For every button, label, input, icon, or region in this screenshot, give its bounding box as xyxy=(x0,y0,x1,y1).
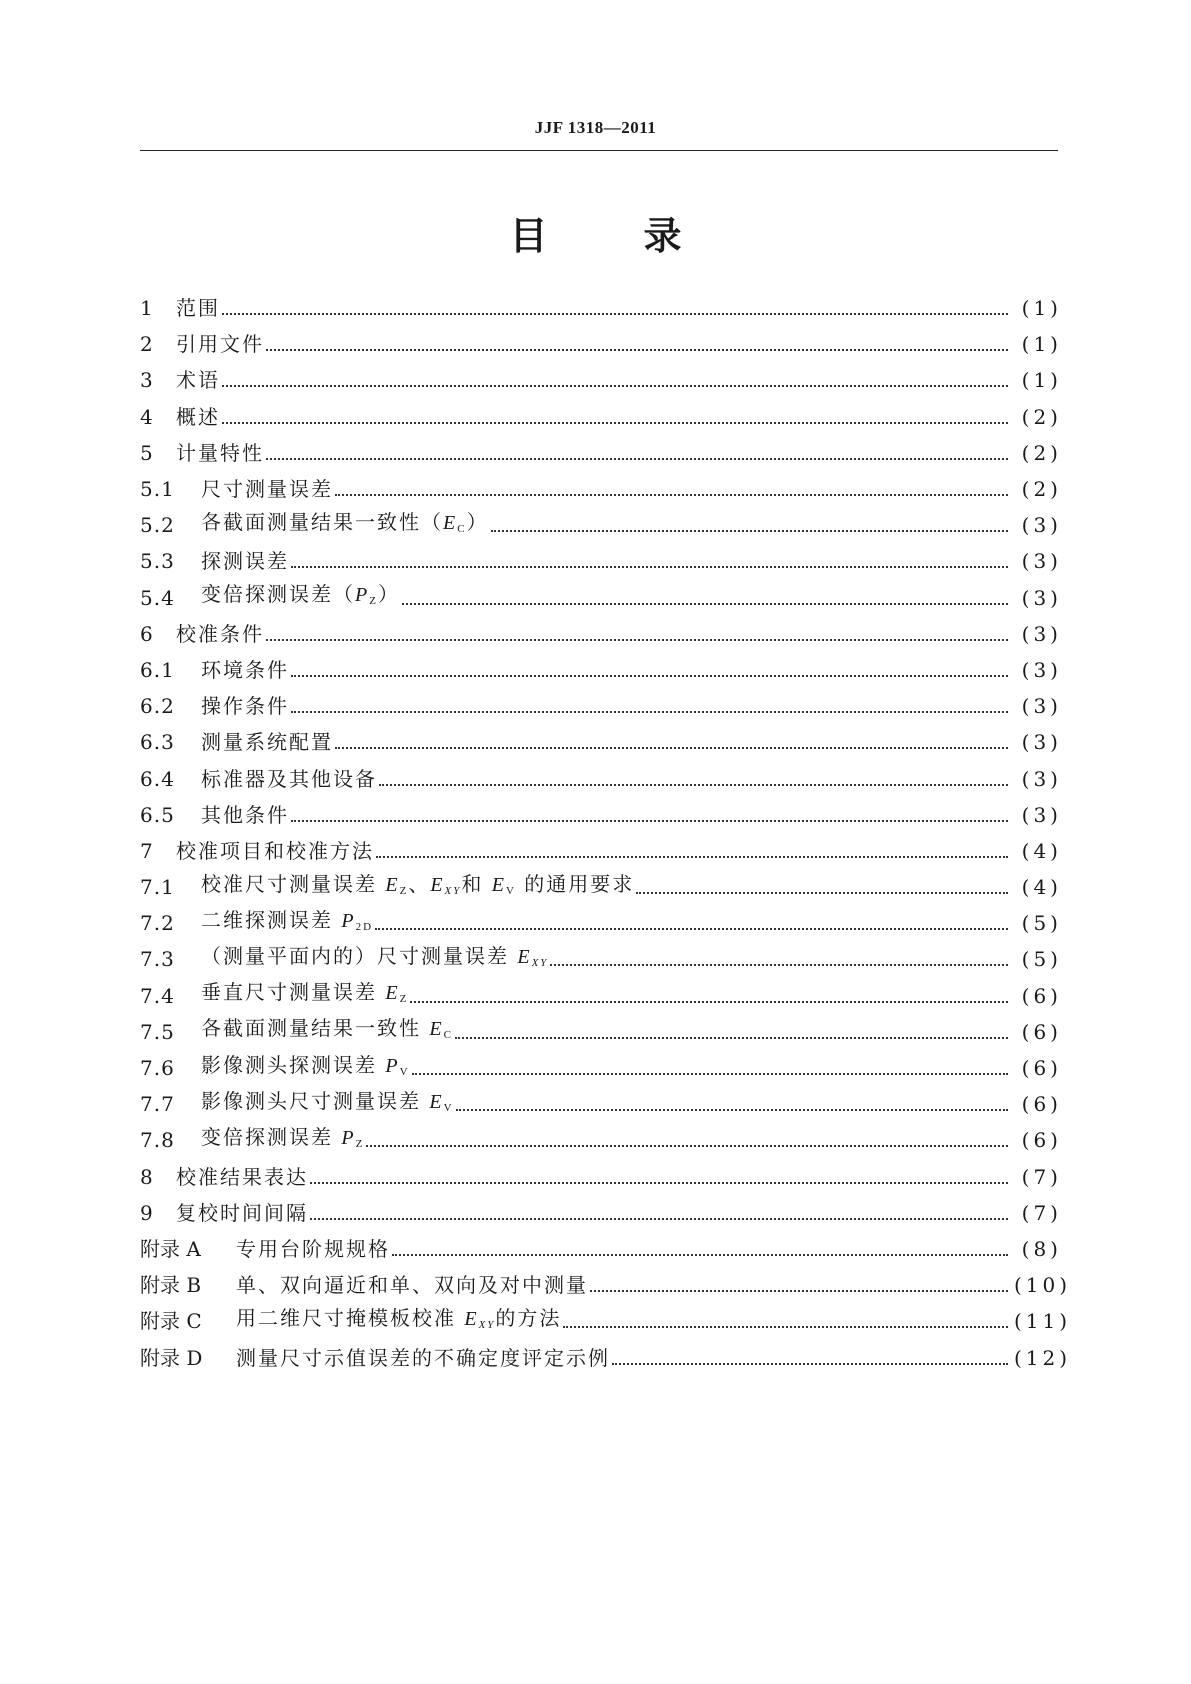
toc-leader-dots xyxy=(410,978,1008,1014)
toc-leader-dots xyxy=(636,869,1008,905)
toc-entry-title: 校准项目和校准方法 xyxy=(176,838,374,863)
toc-leader-dots xyxy=(612,1340,1008,1376)
toc-entry-title: 计量特性 xyxy=(176,440,264,465)
toc-entry-number: 2 xyxy=(140,332,154,357)
toc-leader-dots xyxy=(310,1159,1008,1195)
toc-entry-title: 校准条件 xyxy=(176,621,264,646)
toc-entry-number: 附录 A xyxy=(140,1236,201,1261)
toc-entry-title: 复校时间间隔 xyxy=(176,1200,308,1225)
toc-entry-title: 单、双向逼近和单、双向及对中测量 xyxy=(236,1273,588,1298)
toc-entry-title: 范围 xyxy=(176,296,220,321)
toc-entry-number: 5.1 xyxy=(140,477,175,502)
toc-entry-number: 4 xyxy=(140,404,154,429)
toc-entry-number: 7.2 xyxy=(140,911,175,936)
toc-leader-dots xyxy=(392,1231,1008,1267)
page-title xyxy=(0,205,1191,260)
toc-entry-number: 6.1 xyxy=(140,657,175,682)
toc-entry-title: 其他条件 xyxy=(201,802,289,827)
toc-leader-dots xyxy=(266,435,1008,471)
toc-entry[interactable] xyxy=(140,978,1062,1014)
toc-leader-dots xyxy=(222,290,1008,326)
toc-entry[interactable] xyxy=(140,1231,1062,1267)
toc-entry[interactable] xyxy=(140,833,1062,869)
toc-entry-page: (4) xyxy=(1021,875,1062,900)
toc-leader-dots xyxy=(310,1195,1008,1231)
toc-entry[interactable] xyxy=(140,399,1062,435)
table-of-contents xyxy=(140,290,1072,1376)
toc-entry-number: 7.8 xyxy=(140,1128,175,1153)
toc-leader-dots xyxy=(266,326,1008,362)
toc-entry-title: 尺寸测量误差 xyxy=(201,477,333,502)
toc-leader-dots xyxy=(491,507,1008,543)
toc-leader-dots xyxy=(335,724,1008,760)
toc-entry-page: (7) xyxy=(1021,1164,1062,1189)
toc-leader-dots xyxy=(379,761,1008,797)
toc-entry-number: 5.4 xyxy=(140,585,175,610)
toc-entry-number: 附录 C xyxy=(140,1309,202,1334)
toc-entry-title: 校准结果表达 xyxy=(176,1164,308,1189)
toc-entry-page: (3) xyxy=(1021,621,1062,646)
toc-entry-title: 垂直尺寸测量误差 $E_Z$ xyxy=(201,980,409,1006)
toc-entry-page: (6) xyxy=(1021,1128,1062,1153)
toc-entry-title: 用二维尺寸掩模板校准 $E_{XY}$的方法 xyxy=(236,1305,562,1331)
toc-entry-page: (3) xyxy=(1021,513,1062,538)
toc-leader-dots xyxy=(291,688,1008,724)
toc-entry-page: (2) xyxy=(1021,440,1062,465)
toc-entry[interactable] xyxy=(140,1122,1062,1158)
toc-entry-page: (3) xyxy=(1021,657,1062,682)
toc-entry-page: (6) xyxy=(1021,1056,1062,1081)
toc-entry-number: 7.6 xyxy=(140,1056,175,1081)
toc-entry-title: （测量平面内的）尺寸测量误差 $E_{XY}$ xyxy=(201,943,549,969)
toc-leader-dots xyxy=(335,471,1008,507)
toc-entry-page: (12) xyxy=(1014,1345,1072,1370)
toc-leader-dots xyxy=(550,941,1008,977)
toc-entry[interactable] xyxy=(140,435,1062,471)
toc-entry[interactable] xyxy=(140,1339,1072,1375)
toc-entry-number: 附录 B xyxy=(140,1273,202,1298)
toc-entry-number: 7.5 xyxy=(140,1019,175,1044)
toc-leader-dots xyxy=(402,580,1008,616)
toc-entry-page: (6) xyxy=(1021,1019,1062,1044)
toc-entry-page: (8) xyxy=(1021,1236,1062,1261)
toc-entry-number: 7 xyxy=(140,838,154,863)
toc-entry-number: 7.7 xyxy=(140,1092,175,1117)
toc-entry[interactable] xyxy=(140,652,1062,688)
toc-entry-title: 各截面测量结果一致性$(E_C)$ xyxy=(201,509,489,535)
toc-leader-dots xyxy=(412,1050,1008,1086)
toc-entry-number: 8 xyxy=(140,1164,154,1189)
toc-entry-number: 6.3 xyxy=(140,730,175,755)
toc-entry[interactable] xyxy=(140,1014,1062,1050)
toc-entry[interactable] xyxy=(140,1303,1072,1339)
toc-entry-title: 概述 xyxy=(176,404,220,429)
toc-entry-number: 7.4 xyxy=(140,983,175,1008)
toc-entry-title: 校准尺寸测量误差 $E_Z$、$E_{XY}$和 $E_V$ 的通用要求 xyxy=(201,871,635,897)
toc-leader-dots xyxy=(291,797,1008,833)
toc-entry-page: (6) xyxy=(1021,983,1062,1008)
toc-entry-title: 变倍探测误差 $P_Z$ xyxy=(201,1124,365,1150)
toc-entry[interactable] xyxy=(140,1267,1072,1303)
toc-leader-dots xyxy=(563,1303,1008,1339)
toc-entry-title: 环境条件 xyxy=(201,657,289,682)
toc-entry[interactable] xyxy=(140,797,1062,833)
toc-leader-dots xyxy=(375,905,1008,941)
toc-entry-title: 测量系统配置 xyxy=(201,730,333,755)
toc-entry[interactable] xyxy=(140,1159,1062,1195)
header-rule xyxy=(140,150,1058,151)
toc-leader-dots xyxy=(266,616,1008,652)
toc-entry[interactable] xyxy=(140,905,1062,941)
toc-entry[interactable] xyxy=(140,616,1062,652)
toc-entry-page: (1) xyxy=(1021,332,1062,357)
toc-entry[interactable] xyxy=(140,580,1062,616)
toc-leader-dots xyxy=(222,399,1008,435)
toc-entry[interactable] xyxy=(140,290,1062,326)
toc-entry-number: 6 xyxy=(140,621,154,646)
title-char-right: 录 xyxy=(643,214,682,258)
toc-entry[interactable] xyxy=(140,724,1062,760)
toc-entry-title: 标准器及其他设备 xyxy=(201,766,377,791)
toc-entry-number: 5.3 xyxy=(140,549,175,574)
toc-entry-number: 5.2 xyxy=(140,513,175,538)
toc-entry-page: (3) xyxy=(1021,802,1062,827)
toc-entry-title: 影像测头尺寸测量误差 $E_V$ xyxy=(201,1088,454,1114)
toc-entry-page: (1) xyxy=(1021,368,1062,393)
toc-entry-page: (5) xyxy=(1021,911,1062,936)
toc-entry-title: 操作条件 xyxy=(201,694,289,719)
toc-entry-number: 9 xyxy=(140,1200,154,1225)
toc-entry[interactable] xyxy=(140,1086,1062,1122)
title-char-left: 目 xyxy=(509,214,548,258)
toc-entry-page: (1) xyxy=(1021,296,1062,321)
toc-leader-dots xyxy=(590,1267,1008,1303)
toc-entry-title: 测量尺寸示值误差的不确定度评定示例 xyxy=(236,1345,610,1370)
toc-entry[interactable] xyxy=(140,543,1062,579)
toc-entry-number: 5 xyxy=(140,440,154,465)
toc-entry-page: (10) xyxy=(1014,1273,1072,1298)
toc-entry-title: 探测误差 xyxy=(201,549,289,574)
toc-entry[interactable] xyxy=(140,326,1062,362)
toc-entry-title: 影像测头探测误差 $P_V$ xyxy=(201,1052,410,1078)
toc-leader-dots xyxy=(456,1086,1008,1122)
toc-entry[interactable] xyxy=(140,1195,1062,1231)
toc-entry-number: 6.5 xyxy=(140,802,175,827)
toc-entry[interactable] xyxy=(140,1050,1062,1086)
toc-entry-page: (11) xyxy=(1014,1309,1072,1334)
toc-entry[interactable] xyxy=(140,362,1062,398)
toc-entry-page: (7) xyxy=(1021,1200,1062,1225)
toc-entry[interactable] xyxy=(140,507,1062,543)
toc-entry-page: (3) xyxy=(1021,585,1062,610)
toc-entry-title: 变倍探测误差$(P_Z)$ xyxy=(201,582,400,608)
toc-entry-number: 7.3 xyxy=(140,947,175,972)
toc-entry[interactable] xyxy=(140,941,1062,977)
toc-entry-number: 7.1 xyxy=(140,875,175,900)
toc-leader-dots xyxy=(291,652,1008,688)
running-header: JJF 1318—2011 xyxy=(534,118,657,137)
toc-leader-dots xyxy=(455,1014,1008,1050)
toc-entry[interactable] xyxy=(140,869,1062,905)
toc-entry-title: 引用文件 xyxy=(176,332,264,357)
toc-entry-number: 6.2 xyxy=(140,694,175,719)
toc-entry-number: 附录 D xyxy=(140,1345,203,1370)
toc-entry-page: (6) xyxy=(1021,1092,1062,1117)
toc-entry-page: (3) xyxy=(1021,549,1062,574)
toc-entry-title: 二维探测误差 $P_{2D}$ xyxy=(201,907,374,933)
toc-entry-page: (2) xyxy=(1021,404,1062,429)
toc-entry-page: (3) xyxy=(1021,730,1062,755)
toc-entry-title: 专用台阶规规格 xyxy=(236,1236,390,1261)
toc-leader-dots xyxy=(376,833,1008,869)
toc-leader-dots xyxy=(222,362,1008,398)
toc-entry-number: 6.4 xyxy=(140,766,175,791)
toc-entry-title: 术语 xyxy=(176,368,220,393)
toc-entry-page: (2) xyxy=(1021,477,1062,502)
toc-entry-number: 3 xyxy=(140,368,154,393)
toc-leader-dots xyxy=(366,1122,1008,1158)
toc-entry-title: 各截面测量结果一致性 $E_C$ xyxy=(201,1016,453,1042)
toc-entry[interactable] xyxy=(140,760,1062,796)
toc-entry[interactable] xyxy=(140,688,1062,724)
toc-leader-dots xyxy=(291,543,1008,579)
toc-entry-page: (3) xyxy=(1021,766,1062,791)
toc-entry-page: (4) xyxy=(1021,838,1062,863)
toc-entry-page: (3) xyxy=(1021,694,1062,719)
toc-entry-number: 1 xyxy=(140,296,154,321)
toc-entry-page: (5) xyxy=(1021,947,1062,972)
toc-entry[interactable] xyxy=(140,471,1062,507)
